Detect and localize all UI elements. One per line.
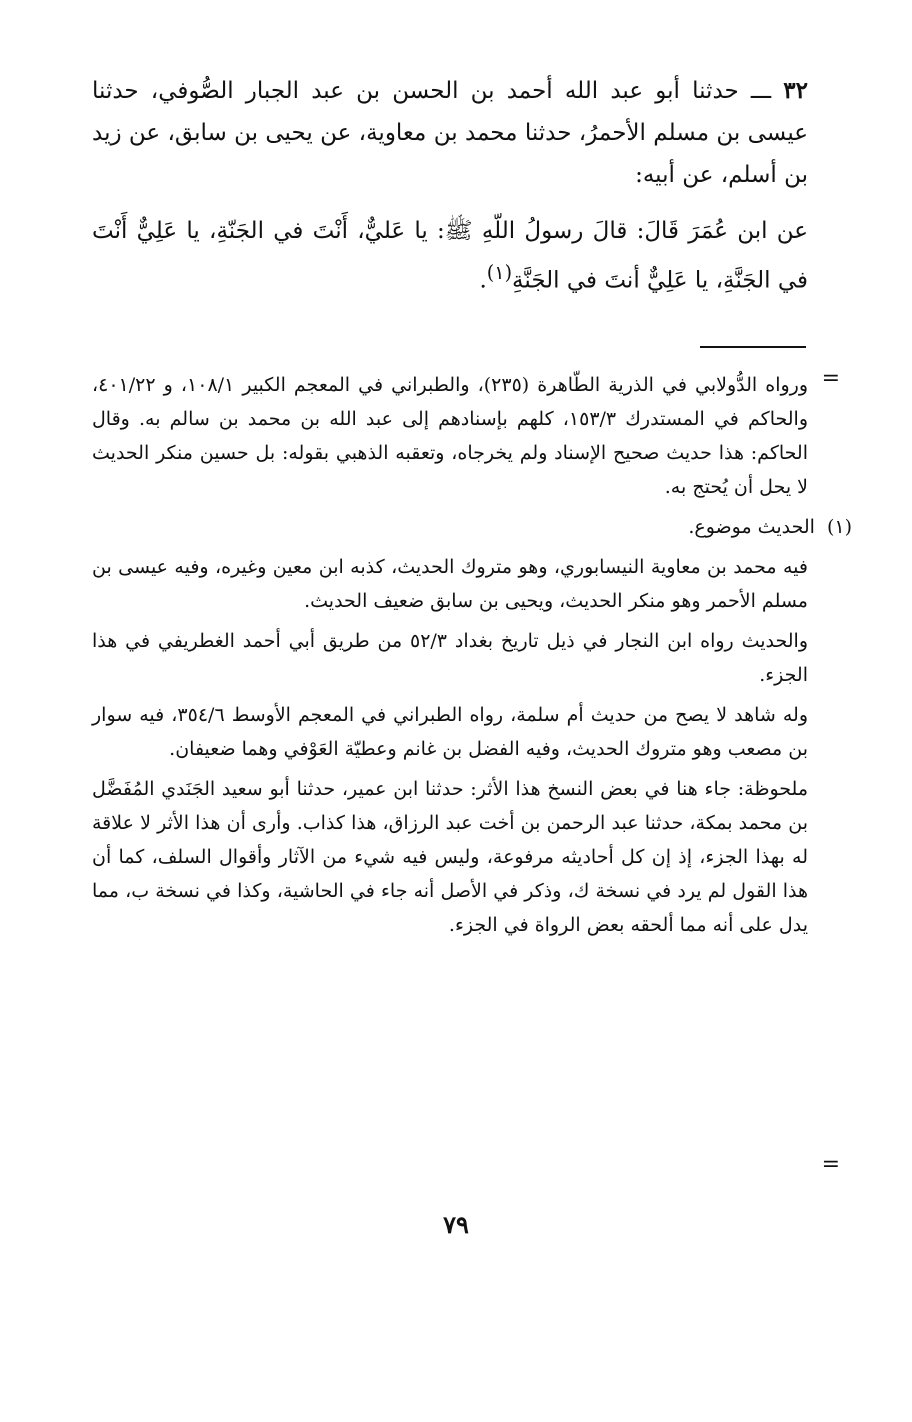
footnote-ref: (١) [486, 261, 513, 284]
page-number: ٧٩ [443, 1210, 469, 1239]
hadith-chain [92, 70, 808, 196]
continuation-marker: = [821, 366, 840, 391]
isnad-text: ـــ حدثنا أبو عبد الله أحمد بن الحسن بن عبد الجبار الصُّوفي، حدثنا عيسى بن مسلم الأحمرُ، حدثنا محمد بن معاوية، عن يحيى بن سابق، عن زيد بن أسلم، عن أبيه: [92, 78, 808, 188]
footnote-paragraph: ملحوظة: جاء هنا في بعض النسخ هذا الأثر: حدثنا ابن عمير، حدثنا أبو سعيد الجَنَدي المُفَضَّل بن محمد بمكة، حدثنا عبد الرحمن بن أخت عبد الرزاق، هذا كذاب. وأرى أن هذا الأثر لا علاقة له بهذا الجزء، إذ إن كل أحاديثه مرفوعة، وليس فيه شيء من الآثار وأقوال السلف، كما أن هذا القول لم يرد في نسخة ك، وذكر في الأصل أنه جاء في الحاشية، وكذا في نسخة ب، مما يدل على أنه مما ألحقه بعض الرواة في الجزء. [92, 778, 808, 936]
matn-text: عن ابن عُمَرَ قَالَ: قالَ رسولُ اللّهِ ﷺ: يا عَليٌّ، أَنْتَ في الجَنّةِ، يا عَلِيٌّ أَنْتَ في الجَنَّةِ، يا عَلِيٌّ أنتَ في الجَنَّةِ [92, 218, 808, 294]
hadith-section [92, 70, 808, 302]
footnote-continuation: ورواه الدُّولابي في الذرية الطّاهرة (٢٣٥)، والطبراني في المعجم الكبير ١٠٨/١، و ٤٠١/٢٢، والحاكم في المستدرك ١٥٣/٣، كلهم بإسنادهم إلى عبد الله بن محمد بن سالم به. وقال الحاكم: هذا حديث صحيح الإسناد ولم يخرجاه، وتعقبه الذهبي بقوله: بل حسين منكر الحديث لا يحل أن يُحتج به. [92, 374, 809, 498]
footnote-1-heading: الحديث موضوع. [688, 516, 815, 538]
footnote-1-number: (١) [826, 516, 852, 538]
hadith-number: ٣٢ [783, 77, 809, 104]
hadith-matn [92, 210, 808, 302]
footnote-divider [700, 346, 806, 348]
footnote-1 [92, 510, 852, 544]
matn-end: . [479, 267, 487, 294]
footnote-paragraph: وله شاهد لا يصح من حديث أم سلمة، رواه الطبراني في المعجم الأوسط ٣٥٤/٦، فيه سوار بن مصعب وهو متروك الحديث، وفيه الفضل بن غانم وعطيّة العَوْفي وهما ضعيفان. [92, 704, 808, 760]
footnote-paragraph: فيه محمد بن معاوية النيسابوري، وهو متروك الحديث، كذبه ابن معين وغيره، وفيه عيسى بن مسلم الأحمر وهو منكر الحديث، ويحيى بن سابق ضعيف الحديث. [92, 556, 808, 612]
footnote-paragraph: والحديث رواه ابن النجار في ذيل تاريخ بغداد ٥٢/٣ من طريق أبي أحمد الغطريفي في هذا الجزء. [92, 630, 808, 686]
continues-marker: = [821, 1152, 840, 1177]
footnotes-section [92, 368, 852, 948]
